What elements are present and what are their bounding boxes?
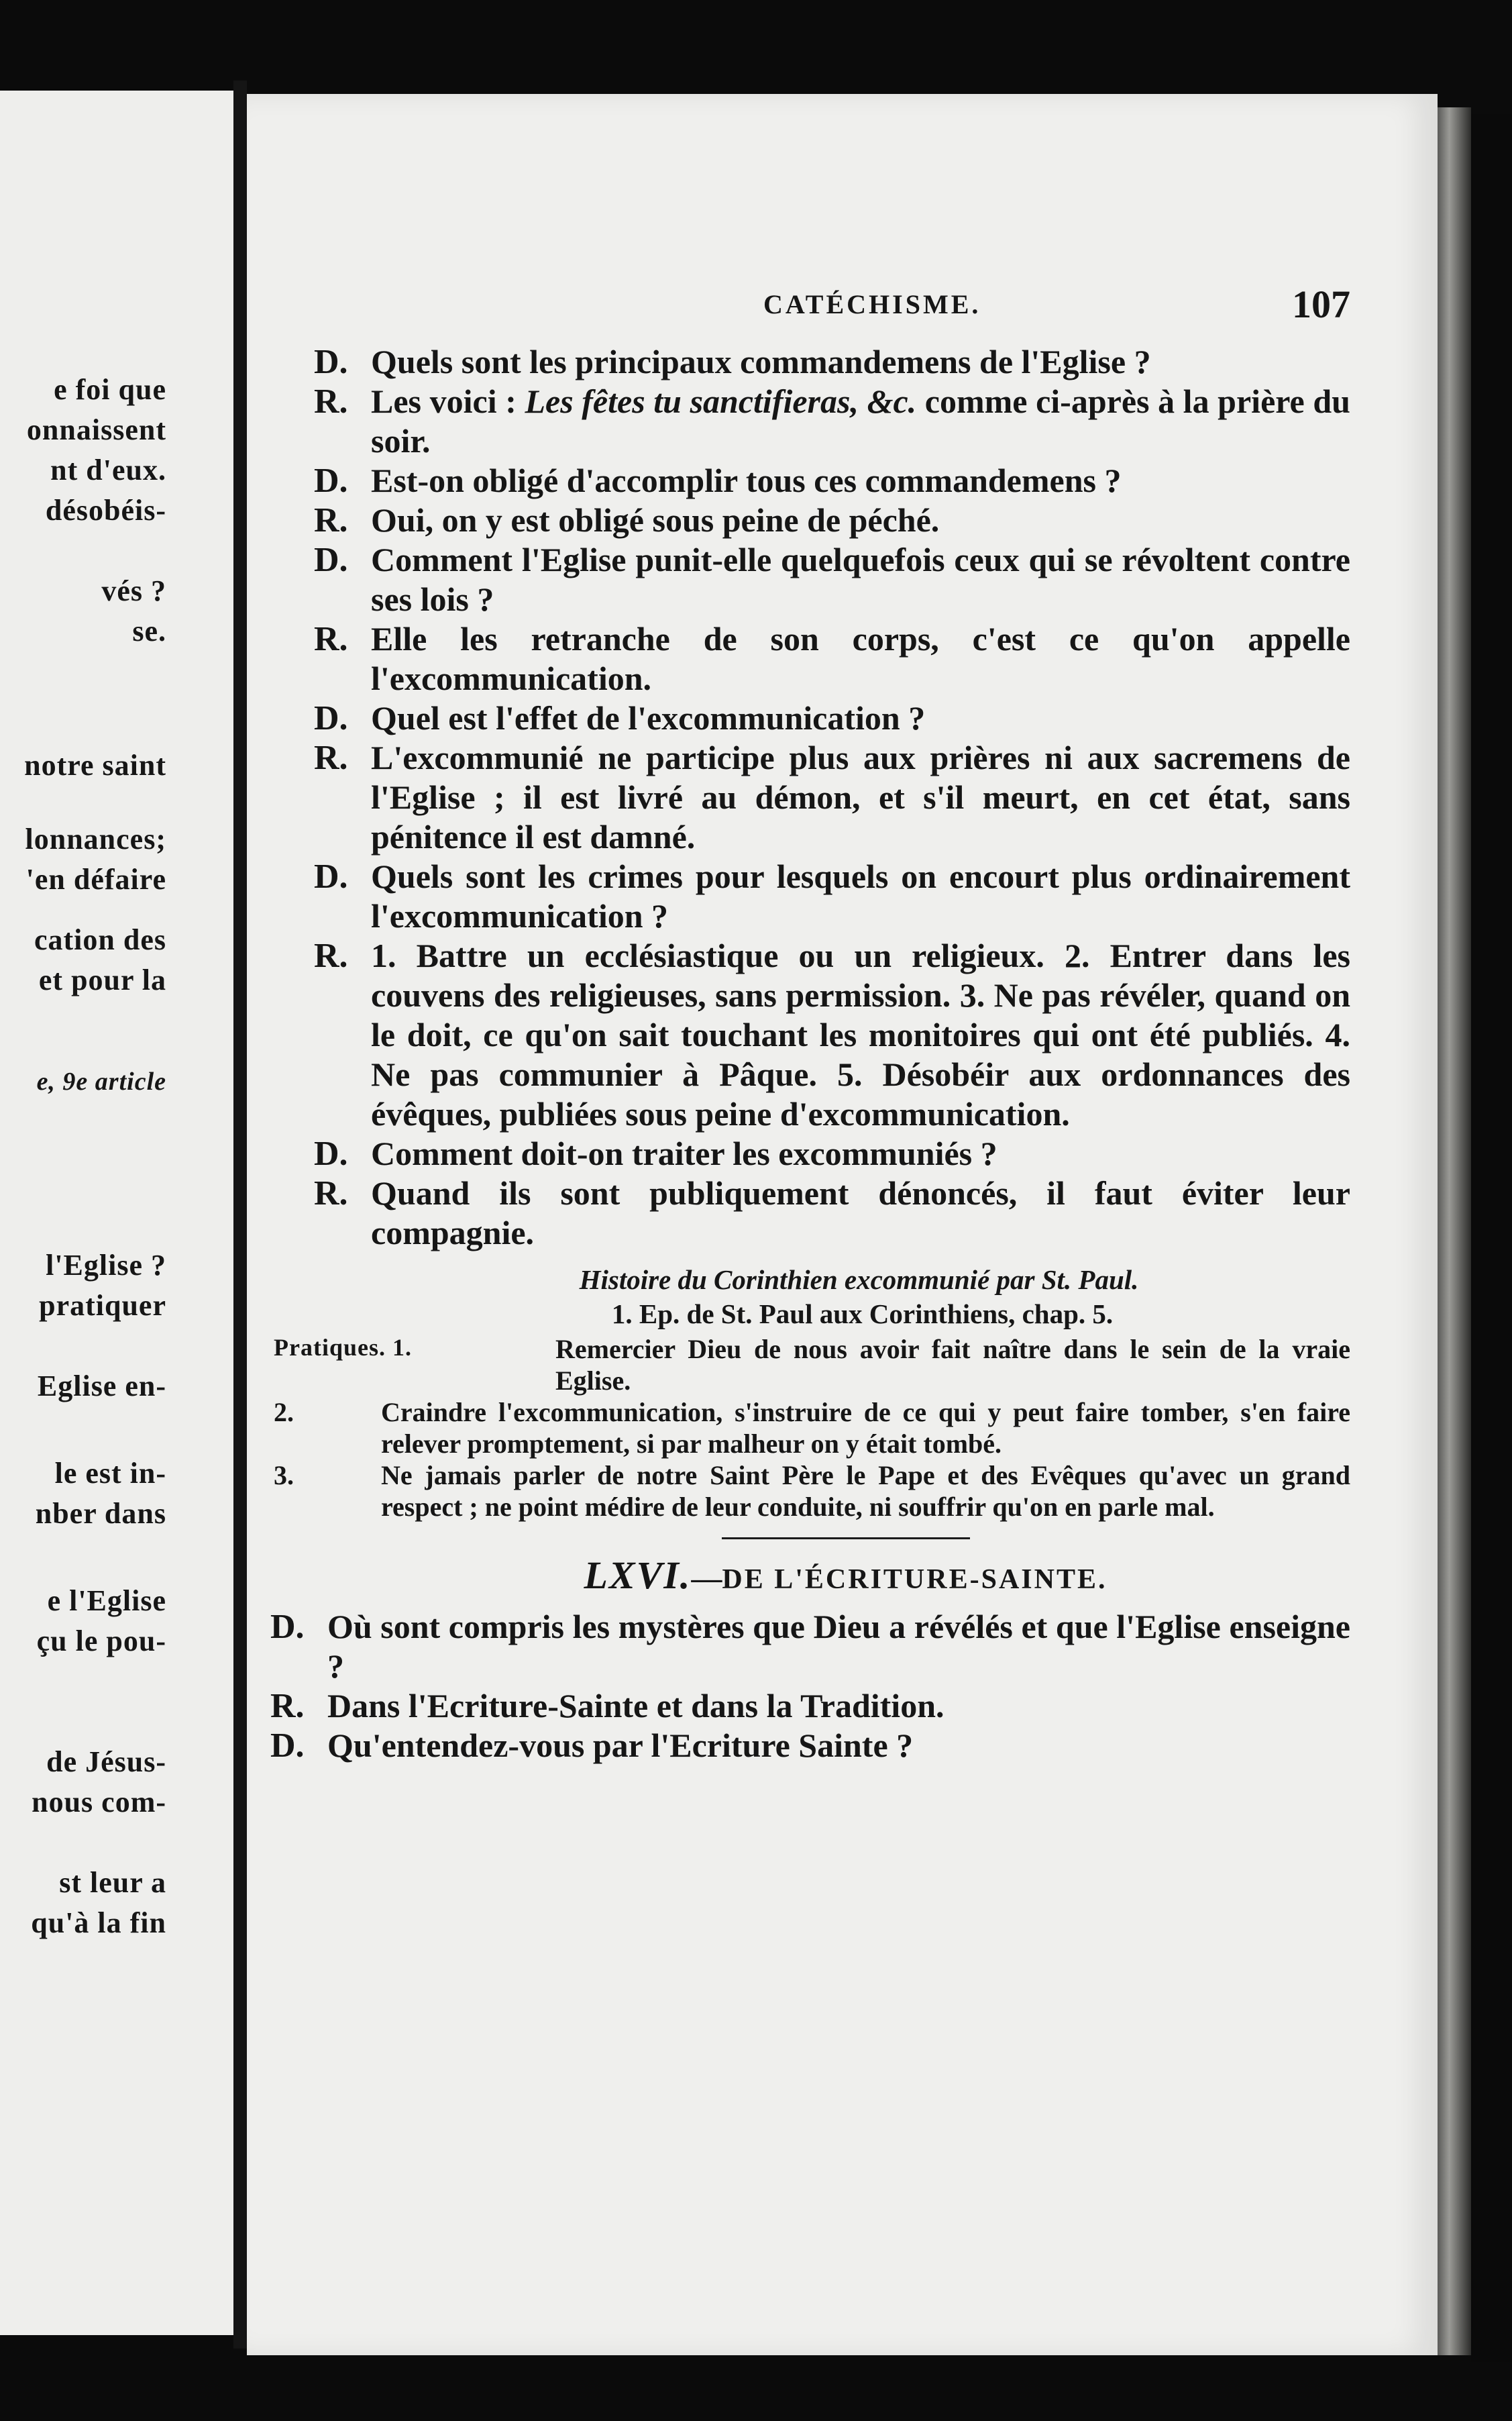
qa-item	[314, 382, 1350, 461]
qa-item	[314, 1134, 1350, 1174]
qa-marker: D.	[314, 699, 348, 737]
left-page-line: e, 9e article	[36, 1068, 166, 1096]
practices-label	[274, 1333, 412, 1361]
qa-item	[314, 619, 1350, 699]
left-page-line: de Jésus-	[46, 1745, 166, 1778]
practice-item	[274, 1333, 1350, 1396]
qa-marker: D.	[314, 462, 348, 500]
qa-item	[270, 1607, 1350, 1686]
qa-marker: R.	[314, 739, 348, 777]
practices	[274, 1333, 1350, 1523]
book-gutter	[233, 81, 247, 2349]
qa-marker: R.	[270, 1687, 305, 1725]
page-number: 107	[1292, 282, 1350, 326]
qa-text: Quels sont les crimes pour lesquels on encourt plus ordinairement l'excommunication ?	[371, 858, 1350, 935]
left-page-line: 'en défaire	[25, 863, 166, 896]
qa-item	[314, 540, 1350, 619]
qa-item	[314, 857, 1350, 936]
practice-text: Ne jamais parler de notre Saint Père le Pape et des Evêques qu'avec un grand respect ; ne point médire de leur conduite, ni souffrir qu'on en parle mal.	[381, 1460, 1350, 1522]
qa-text: Oui, on y est obligé sous peine de péché.	[371, 501, 940, 539]
qa-text-italic: Les fêtes tu sanctifieras, &c.	[525, 382, 917, 420]
qa-text: Quand ils sont publiquement dénoncés, il faut éviter leur compagnie.	[371, 1174, 1350, 1251]
left-page-line: onnaissent	[26, 413, 166, 446]
qa-marker: D.	[314, 541, 348, 579]
left-page-line: Eglise en-	[37, 1370, 166, 1402]
left-page-line: nous com-	[32, 1786, 166, 1818]
practice-item	[274, 1459, 1350, 1523]
qa-marker: R.	[314, 382, 348, 421]
left-page-line: pratiquer	[39, 1289, 166, 1322]
left-page-line: e l'Eglise	[47, 1584, 166, 1617]
section-name: DE L'ÉCRITURE-SAINTE.	[722, 1564, 1108, 1595]
qa-item	[270, 1726, 1350, 1765]
left-page-line: lonnances;	[25, 823, 166, 856]
section-heading	[314, 1553, 1350, 1598]
qa-marker: R.	[314, 620, 348, 658]
history-reference: 1. Ep. de St. Paul aux Corinthiens, chap. 5.	[611, 1298, 1114, 1329]
left-page-line: et pour la	[38, 964, 166, 996]
practice-text: Remercier Dieu de nous avoir fait naître dans le sein de la vraie Eglise.	[555, 1334, 1350, 1396]
qa-item	[314, 342, 1350, 382]
qa-text	[371, 382, 1350, 461]
section-divider	[722, 1537, 970, 1539]
left-page-line: se.	[132, 615, 166, 648]
qa-item	[314, 1174, 1350, 1253]
qa-text: Quel est l'effet de l'excommunication ?	[371, 699, 926, 737]
page-header	[314, 282, 1350, 342]
qa-marker: D.	[314, 858, 348, 896]
qa-text-before: Les voici :	[371, 382, 525, 420]
left-page-line: qu'à la fin	[31, 1906, 166, 1939]
left-page	[0, 91, 235, 2335]
qa-item	[314, 936, 1350, 1134]
qa-item	[314, 461, 1350, 501]
page-edge-shadow	[1471, 114, 1512, 2362]
left-page-line: l'Eglise ?	[46, 1249, 166, 1282]
qa-text: Où sont compris les mystères que Dieu a révélés et que l'Eglise enseigne ?	[327, 1608, 1350, 1685]
left-page-line: çu le pou-	[36, 1625, 166, 1657]
qa-item	[314, 738, 1350, 857]
page-content	[270, 282, 1350, 1765]
qa-item	[314, 501, 1350, 540]
section-number: LXVI.	[584, 1553, 692, 1597]
qa-text: Elle les retranche de son corps, c'est ce qu'on appelle l'excommunication.	[371, 620, 1350, 697]
qa-marker: R.	[314, 501, 348, 539]
practice-text: Craindre l'excommunication, s'instruire de ce qui y peut faire tomber, s'en faire relever promptement, si par malheur on y était tombé.	[381, 1397, 1350, 1459]
qa-text: Quels sont les principaux commandemens de l'Eglise ?	[371, 343, 1151, 380]
qa-text-after: comme ci-après à la prière du soir.	[371, 382, 1350, 460]
running-title: CATÉCHISME.	[763, 289, 981, 319]
qa-item	[314, 699, 1350, 738]
qa-marker: R.	[314, 1174, 348, 1213]
qa-item	[270, 1686, 1350, 1726]
qa-text: L'excommunié ne participe plus aux prières ni aux sacremens de l'Eglise ; il est livré au démon, et s'il meurt, en cet état, sans pénitence il est damné.	[371, 739, 1350, 856]
section-dash: —	[691, 1561, 722, 1595]
left-page-line: st leur a	[59, 1866, 166, 1899]
left-page-line: désobéis-	[45, 494, 166, 527]
practices-label-text: Pratiques.	[274, 1334, 386, 1361]
left-page-line: e foi que	[54, 373, 166, 406]
left-page-line: nber dans	[35, 1497, 166, 1530]
history-title: Histoire du Corinthien excommunié par St. Paul.	[579, 1264, 1139, 1295]
qa-text: Dans l'Ecriture-Sainte et dans la Tradition.	[327, 1687, 944, 1724]
practice-number: 1.	[392, 1334, 412, 1361]
qa-marker: D.	[270, 1727, 305, 1765]
page-edge	[1438, 107, 1471, 2355]
qa-text: Comment l'Eglise punit-elle quelquefois ceux qui se révoltent contre ses lois ?	[371, 541, 1350, 618]
practice-number: 3.	[274, 1460, 294, 1490]
right-page	[247, 94, 1438, 2355]
left-page-line: cation des	[34, 923, 166, 956]
qa-text: 1. Battre un ecclésiastique ou un religieux. 2. Entrer dans les couvens des religieuses, sans permission. 3. Ne pas révéler, quand on le doit, ce qu'on sait touchant les monitoires qui ont été publiés. 4. Ne pas communier à Pâque. 5. Désobéir aux ordonnances des évêques, publiées sous peine d'excommunication.	[371, 937, 1350, 1133]
left-page-line: nt d'eux.	[50, 454, 166, 486]
left-page-line: vés ?	[101, 574, 166, 607]
qa-text: Comment doit-on traiter les excommuniés ?	[371, 1135, 997, 1172]
qa-text: Est-on obligé d'accomplir tous ces commandemens ?	[371, 462, 1122, 499]
qa-marker: R.	[314, 937, 348, 975]
practice-item	[274, 1396, 1350, 1459]
qa-marker: D.	[314, 343, 348, 381]
qa-list-bottom	[270, 1607, 1350, 1765]
left-page-line: le est in-	[54, 1457, 166, 1490]
practice-number: 2.	[274, 1397, 294, 1427]
qa-marker: D.	[270, 1608, 305, 1646]
qa-text: Qu'entendez-vous par l'Ecriture Sainte ?	[327, 1727, 914, 1764]
qa-marker: D.	[314, 1135, 348, 1173]
qa-list-top	[314, 342, 1350, 1253]
left-page-line: notre saint	[24, 749, 166, 782]
